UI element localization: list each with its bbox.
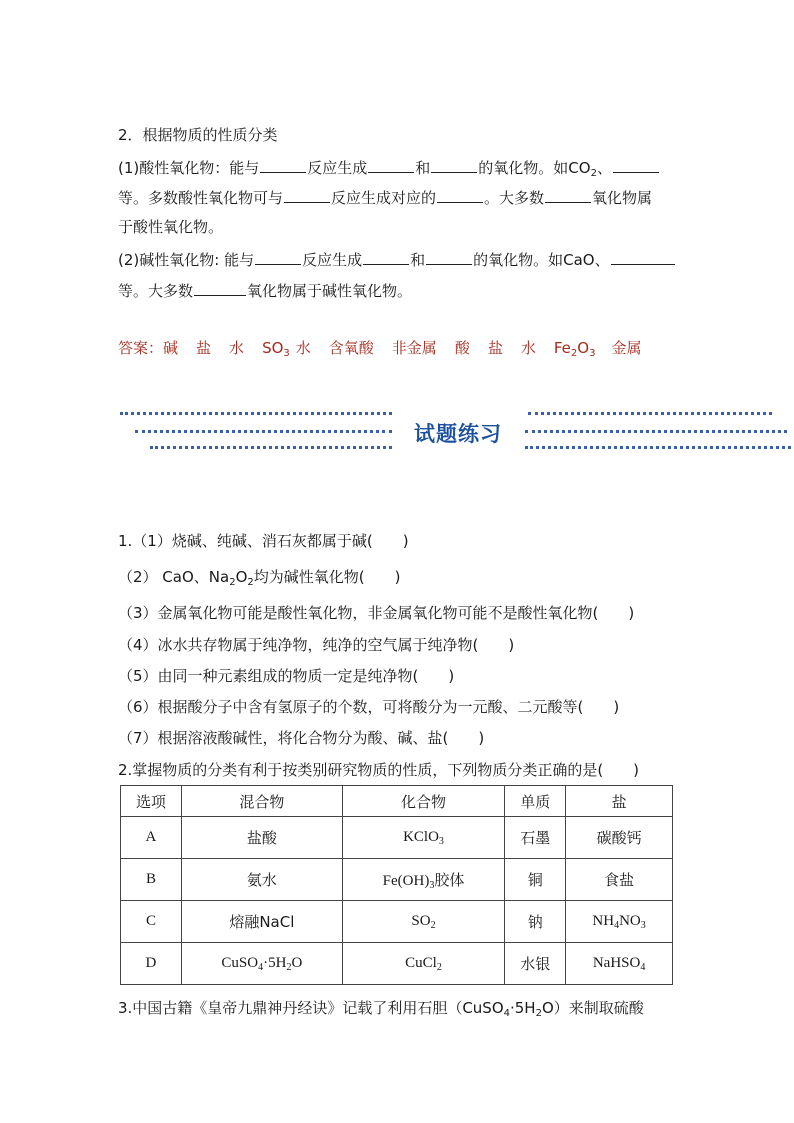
text: 反应生成 <box>302 251 363 269</box>
table-cell <box>342 817 504 859</box>
text: KClO <box>403 829 439 845</box>
subscript: 2 <box>436 962 442 973</box>
table-cell: 水银 <box>505 943 566 985</box>
fill-blank[interactable] <box>426 250 472 265</box>
answer-item: 水 <box>295 339 311 357</box>
text: 的氧化物。如CaO、 <box>473 251 610 269</box>
subscript: 3 <box>429 880 435 891</box>
table-header: 单质 <box>505 786 566 817</box>
table-row <box>121 901 673 943</box>
subscript: 3 <box>438 836 444 847</box>
fill-blank[interactable] <box>545 188 591 203</box>
text: ·5H <box>263 955 287 971</box>
subscript: 4 <box>258 962 264 973</box>
text: ·5H <box>510 999 536 1017</box>
fill-blank[interactable] <box>194 281 246 296</box>
text: O）来制取硫酸 <box>541 999 644 1017</box>
answer-label: 答案： <box>118 339 164 357</box>
classification-table <box>120 785 673 985</box>
answer-item: 盐 <box>487 339 503 357</box>
acid-oxide-line-1 <box>118 157 660 179</box>
table-cell <box>566 901 673 943</box>
table-cell: 熔融NaCl <box>181 901 342 943</box>
text: 和 <box>415 159 431 177</box>
table-cell: 碳酸钙 <box>566 817 673 859</box>
text: 3.中国古籍《皇帝九鼎神丹经诀》记载了利用石胆（CuSO <box>118 999 504 1017</box>
text: （2） CaO、Na <box>118 568 230 586</box>
table-cell <box>342 943 504 985</box>
subscript: 2 <box>247 577 254 588</box>
table-header: 盐 <box>566 786 673 817</box>
text: NH <box>592 913 615 929</box>
text: O <box>577 339 590 357</box>
fill-blank[interactable] <box>611 250 675 265</box>
section-banner-title: 试题练习 <box>414 421 502 446</box>
text: CuCl <box>405 955 437 971</box>
q1-item-3: （3）金属氧化物可能是酸性氧化物，非金属氧化物可能不是酸性氧化物( ) <box>118 604 635 622</box>
text: 均为碱性氧化物( ) <box>253 568 401 586</box>
subscript: 2 <box>229 577 236 588</box>
subscript: 3 <box>640 920 646 931</box>
table-cell: D <box>121 943 182 985</box>
dotted-divider <box>528 412 772 415</box>
text: NaHSO <box>592 955 641 971</box>
text: O <box>235 568 248 586</box>
text: 氧化物属 <box>592 189 653 207</box>
section-title: 2．根据物质的性质分类 <box>118 126 278 144</box>
text: (1)酸性氧化物：能与 <box>118 159 260 177</box>
q1-item-5: （5）由同一种元素组成的物质一定是纯净物( ) <box>118 667 455 685</box>
text: 。大多数 <box>484 189 545 207</box>
q1-item-4: （4）冰水共存物属于纯净物，纯净的空气属于纯净物( ) <box>118 636 515 654</box>
answer-item: Fe <box>553 339 571 357</box>
answer-item: 碱 <box>163 339 179 357</box>
subscript: 2 <box>570 348 578 359</box>
table-cell: 食盐 <box>566 859 673 901</box>
acid-oxide-line-3: 于酸性氧化物。 <box>118 218 224 236</box>
answer-item: 含氧酸 <box>328 339 374 357</box>
fill-blank[interactable] <box>284 188 330 203</box>
answer-item: 盐 <box>196 339 212 357</box>
text: 氧化物属于碱性氧化物。 <box>247 282 413 300</box>
table-header: 选项 <box>121 786 182 817</box>
answer-item: SO <box>262 339 284 357</box>
dotted-divider <box>120 412 392 415</box>
answer-line <box>118 337 641 359</box>
q1-item-2 <box>118 566 400 588</box>
fill-blank[interactable] <box>431 158 477 173</box>
fill-blank[interactable] <box>255 250 301 265</box>
subscript: 3 <box>283 348 290 359</box>
fill-blank[interactable] <box>260 158 306 173</box>
table-cell: 氨水 <box>181 859 342 901</box>
text: 反应生成对应的 <box>331 189 437 207</box>
table-row <box>121 943 673 985</box>
answer-item: 水 <box>520 339 536 357</box>
table-cell: 盐酸 <box>181 817 342 859</box>
dotted-divider <box>150 446 392 449</box>
text: 、 <box>596 159 612 177</box>
basic-oxide-line-1 <box>118 249 676 271</box>
table-cell <box>181 943 342 985</box>
table-cell <box>342 859 504 901</box>
answer-item: 水 <box>229 339 245 357</box>
fill-blank[interactable] <box>363 250 409 265</box>
acid-oxide-line-2 <box>118 187 652 209</box>
subscript: 4 <box>614 920 620 931</box>
table-cell: 钠 <box>505 901 566 943</box>
subscript: 4 <box>503 1008 510 1019</box>
table-cell <box>566 943 673 985</box>
q1-item-6: （6）根据酸分子中含有氢原子的个数，可将酸分为一元酸、二元酸等( ) <box>118 698 620 716</box>
table-cell <box>342 901 504 943</box>
subscript: 2 <box>535 1008 542 1019</box>
fill-blank[interactable] <box>437 188 483 203</box>
text: O <box>291 955 303 971</box>
text: SO <box>411 913 431 929</box>
text: 的氧化物。如CO <box>478 159 591 177</box>
answer-item: 酸 <box>454 339 470 357</box>
subscript: 4 <box>640 962 646 973</box>
dotted-divider <box>525 430 787 433</box>
text: CuSO <box>221 955 259 971</box>
dotted-divider <box>135 430 392 433</box>
dotted-divider <box>525 446 791 449</box>
table-header-row <box>121 786 673 817</box>
text: Fe(OH) <box>382 873 430 889</box>
subscript: 2 <box>590 168 597 179</box>
text: 胶体 <box>434 871 465 889</box>
table-cell: 石墨 <box>505 817 566 859</box>
text: 和 <box>410 251 426 269</box>
table-cell: B <box>121 859 182 901</box>
table-cell: C <box>121 901 182 943</box>
table-cell: A <box>121 817 182 859</box>
table-row <box>121 817 673 859</box>
q1-item-1: 1.（1）烧碱、纯碱、消石灰都属于碱( ) <box>118 532 409 550</box>
fill-blank[interactable] <box>613 158 659 173</box>
text: 等。多数酸性氧化物可与 <box>118 189 284 207</box>
table-header: 混合物 <box>181 786 342 817</box>
answer-item: 金属 <box>611 339 642 357</box>
q3-stem <box>118 997 644 1019</box>
text: 等。大多数 <box>118 282 194 300</box>
table-header: 化合物 <box>342 786 504 817</box>
subscript: 3 <box>589 348 596 359</box>
text: NO <box>619 913 641 929</box>
subscript: 2 <box>430 920 436 931</box>
table-cell: 铜 <box>505 859 566 901</box>
fill-blank[interactable] <box>368 158 414 173</box>
answer-item: 非金属 <box>391 339 437 357</box>
text: 反应生成 <box>307 159 368 177</box>
text: (2)碱性氧化物: 能与 <box>118 251 255 269</box>
q1-item-7: （7）根据溶液酸碱性，将化合物分为酸、碱、盐( ) <box>118 729 485 747</box>
subscript: 2 <box>286 962 292 973</box>
basic-oxide-line-2 <box>118 280 412 302</box>
table-row <box>121 859 673 901</box>
q2-stem: 2.掌握物质的分类有利于按类别研究物质的性质，下列物质分类正确的是( ) <box>118 761 640 779</box>
